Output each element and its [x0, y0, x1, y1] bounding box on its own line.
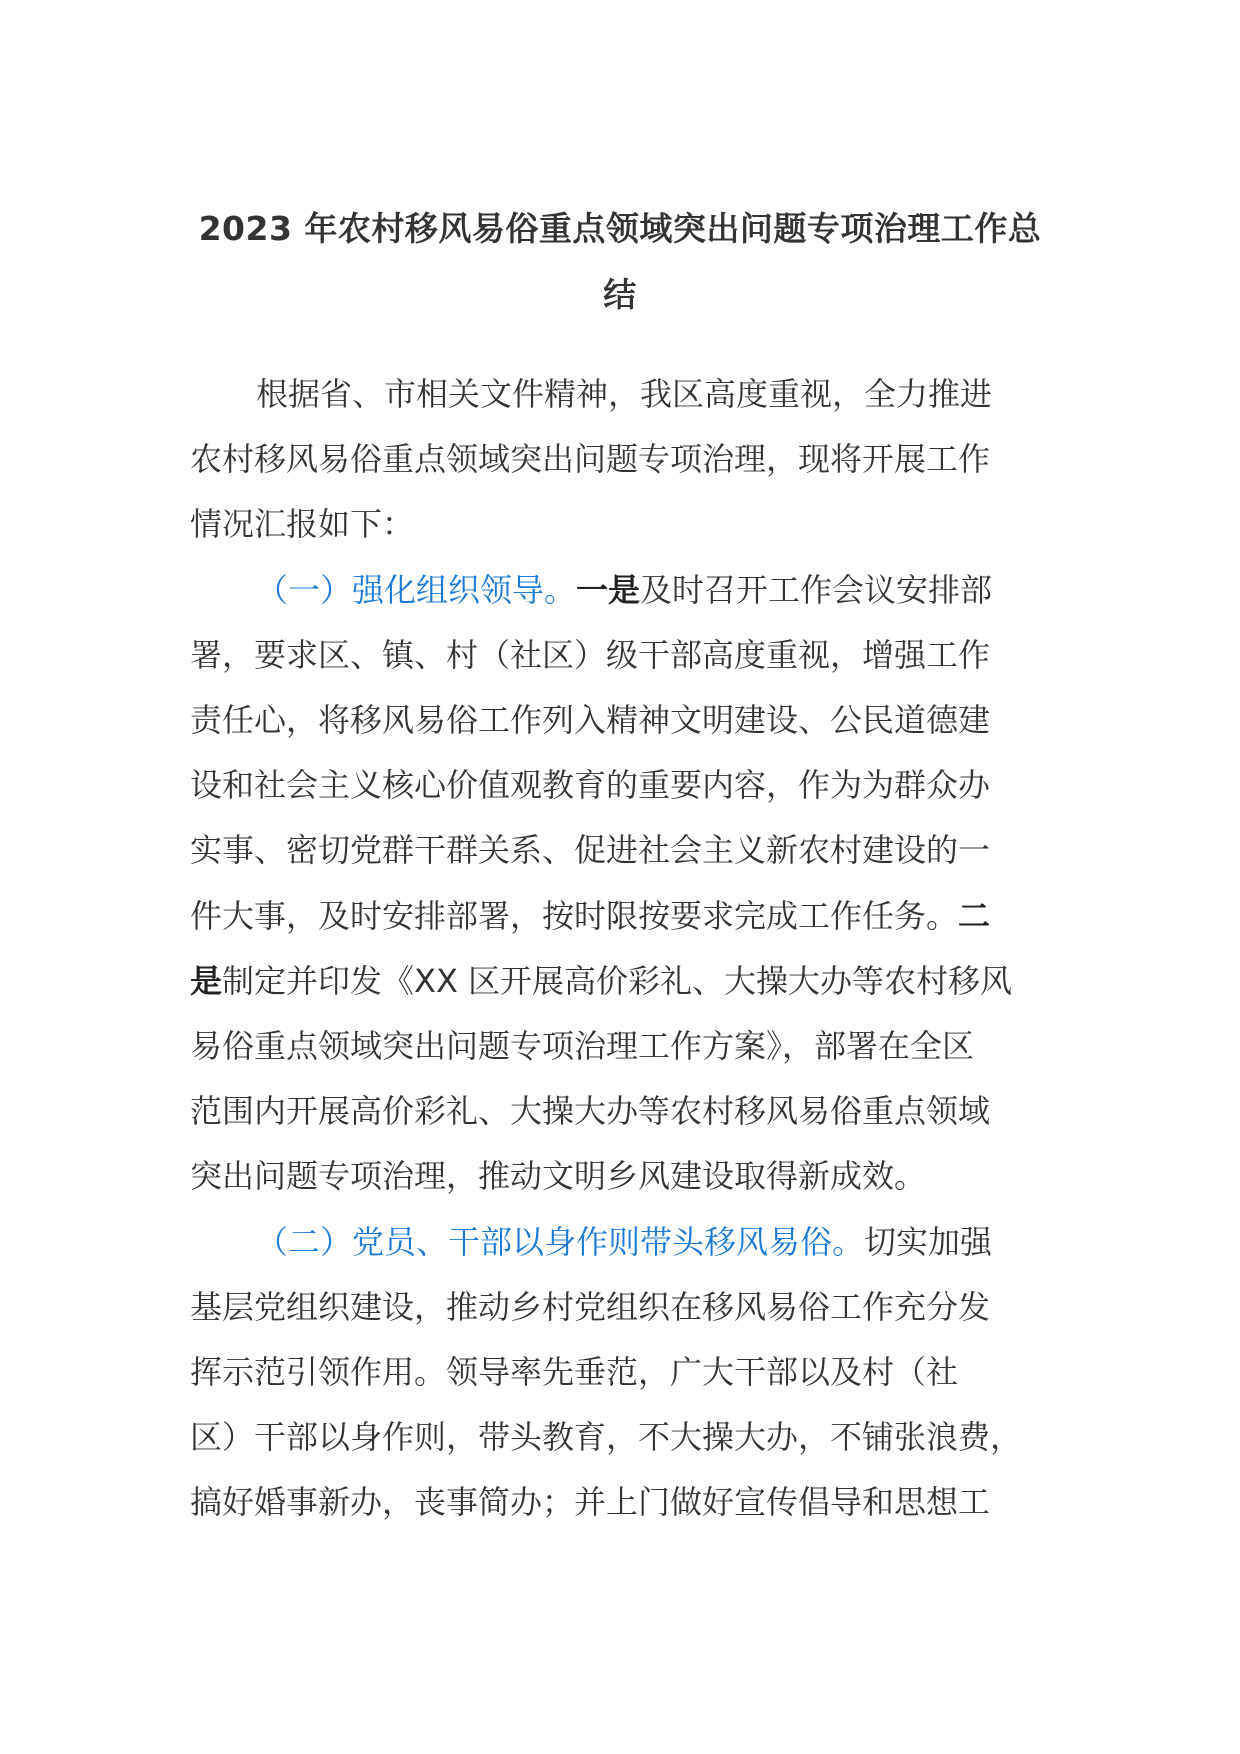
section-2-heading: （二）党员、干部以身作则带头移风易俗。 [256, 1222, 865, 1261]
title-line: 结 [603, 275, 637, 314]
text-line: 范围内开展高价彩礼、大操大办等农村移风易俗重点领域 [190, 1092, 991, 1131]
text-run: 件大事，及时安排部署，按时限按要求完成工作任务。 [190, 896, 959, 935]
text-run: 及时召开工作会议安排部 [640, 570, 993, 609]
text-line [190, 949, 1050, 1014]
text-run: 切实加强 [864, 1222, 993, 1261]
document-body [190, 362, 1050, 1536]
section-2-paragraph [190, 1210, 1050, 1536]
section-1-heading: （一）强化组织领导。 [256, 570, 577, 609]
text-line [190, 558, 1050, 623]
text-line: 搞好婚事新办，丧事简办；并上门做好宣传倡导和思想工 [190, 1483, 991, 1522]
point-marker-two: 二 [958, 896, 991, 935]
text-line [190, 884, 1050, 949]
text-line: 农村移风易俗重点领域突出问题专项治理，现将开展工作 [190, 440, 991, 479]
document-title [190, 196, 1050, 328]
section-1-paragraph [190, 558, 1050, 1210]
text-line: 情况汇报如下： [190, 505, 415, 544]
text-line: 基层党组织建设，推动乡村党组织在移风易俗工作充分发 [190, 1287, 991, 1326]
text-line: 突出问题专项治理，推动文明乡风建设取得新成效。 [190, 1157, 927, 1196]
point-marker-one: 一是 [576, 570, 641, 609]
intro-paragraph [190, 362, 1050, 558]
point-marker-two: 是 [190, 961, 223, 1000]
text-line: 责任心，将移风易俗工作列入精神文明建设、公民道德建 [190, 701, 991, 740]
text-line: 易俗重点领域突出问题专项治理工作方案》，部署在全区 [190, 1027, 975, 1066]
title-line: 2023 年农村移风易俗重点领域突出问题专项治理工作总 [198, 209, 1042, 248]
text-line: 区）干部以身作则，带头教育，不大操大办，不铺张浪费， [190, 1418, 1023, 1457]
text-line [190, 1210, 1050, 1275]
text-line: 设和社会主义核心价值观教育的重要内容，作为为群众办 [190, 766, 991, 805]
text-line: 根据省、市相关文件精神，我区高度重视，全力推进 [256, 375, 993, 413]
text-line: 署，要求区、镇、村（社区）级干部高度重视，增强工作 [190, 635, 991, 674]
text-run: 制定并印发《XX 区开展高价彩礼、大操大办等农村移风 [222, 961, 1013, 1000]
text-line: 挥示范引领作用。领导率先垂范，广大干部以及村（社 [190, 1353, 959, 1392]
text-line: 实事、密切党群干群关系、促进社会主义新农村建设的一 [190, 831, 991, 870]
